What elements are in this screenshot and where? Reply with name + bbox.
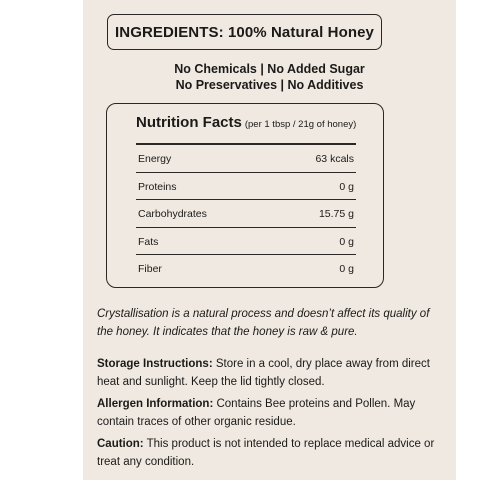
caution-label: Caution: [97, 438, 144, 450]
nutrient-name: Carbohydrates [138, 208, 207, 220]
caution [97, 436, 442, 471]
nutrient-name: Fiber [138, 263, 162, 275]
allergen-information [97, 396, 442, 431]
nutrition-row-proteins [136, 173, 356, 201]
nutrition-facts-header [136, 114, 356, 132]
nutrient-value: 0 g [339, 180, 354, 193]
nutrition-table [136, 143, 356, 282]
nutrition-facts-box [106, 103, 384, 288]
nutrition-row-energy [136, 145, 356, 173]
crystallisation-note: Crystallisation is a natural process and doesn’t affect its quality of the honey. It indicates that the honey is raw & pure. [97, 308, 430, 338]
nutrient-value: 15.75 g [318, 208, 354, 220]
nutrition-facts-title: Nutrition Facts [136, 114, 242, 131]
storage-instructions [97, 356, 442, 391]
nutrient-name: Proteins [138, 180, 177, 193]
caution-text: This product is not intended to replace medical advice or treat any condition. [97, 438, 435, 468]
claims-line-2: No Preservatives | No Additives [175, 78, 364, 92]
nutrient-value: 0 g [339, 235, 354, 248]
serving-size: (per 1 tbsp / 21g of honey) [244, 119, 357, 130]
allergen-text: Contains Bee proteins and Pollen. May contain traces of other organic residue. [97, 398, 416, 428]
ingredients-label: INGREDIENTS: 100% Natural Honey [115, 23, 374, 41]
nutrient-value: 0 g [339, 263, 354, 275]
label-panel [83, 0, 456, 480]
claims-line-1: No Chemicals | No Added Sugar [174, 62, 365, 76]
allergen-label: Allergen Information: [97, 398, 214, 410]
nutrient-value: 63 kcals [315, 153, 354, 165]
storage-label: Storage Instructions: [97, 358, 213, 370]
ingredients-box [107, 14, 382, 50]
nutrition-row-fiber [136, 255, 356, 282]
nutrition-row-carbohydrates [136, 200, 356, 228]
nutrient-name: Fats [138, 235, 159, 248]
nutrient-name: Energy [138, 153, 172, 165]
claims [83, 61, 456, 93]
nutrition-row-fats [136, 228, 356, 256]
storage-text: Store in a cool, dry place away from direct heat and sunlight. Keep the lid tightly closed. [97, 358, 430, 388]
